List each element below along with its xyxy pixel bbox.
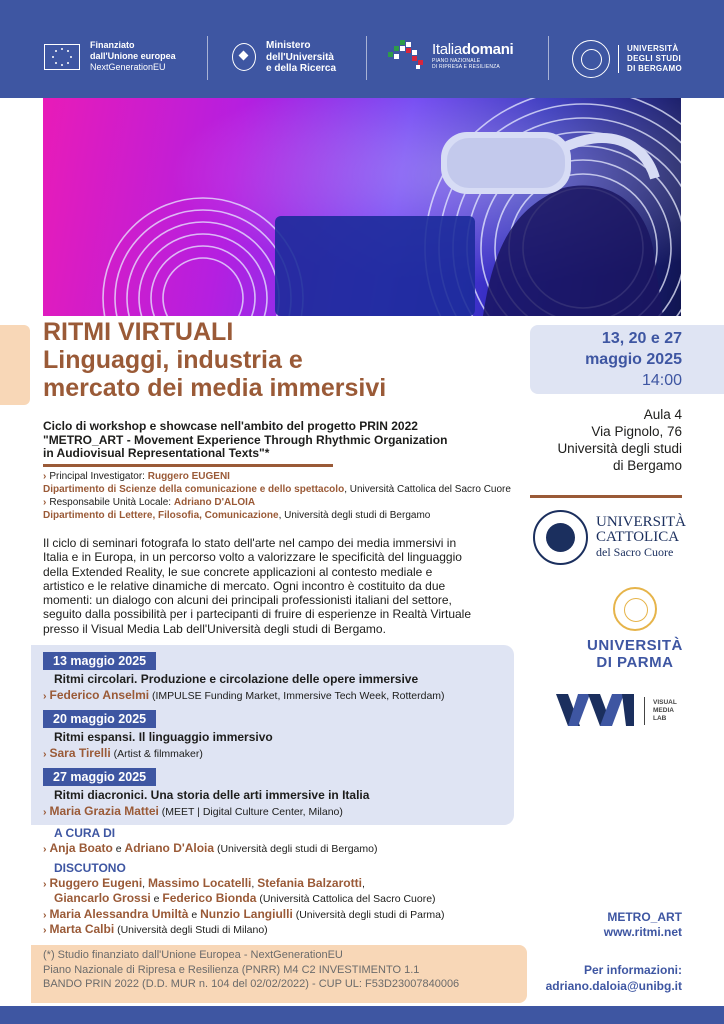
footnote-line2: Piano Nazionale di Ripresa e Resilienza (PNRR) M4 C2 INVESTIMENTO 1.1 bbox=[43, 963, 420, 976]
visual-media-lab-logo bbox=[556, 692, 677, 730]
dates-days: 13, 20 e 27 bbox=[601, 330, 682, 347]
unibg-line3: DI BERGAMO bbox=[627, 64, 682, 73]
italia-name-bold: domani bbox=[461, 40, 514, 58]
italian-emblem-icon bbox=[232, 43, 256, 71]
project-name: METRO_ART bbox=[607, 910, 682, 924]
italia-map-icon bbox=[386, 38, 428, 72]
local-name: Adriano D'ALOIA bbox=[173, 497, 256, 508]
ucsc-line2: CATTOLICA bbox=[596, 529, 680, 545]
eu-line1: Finanziato bbox=[90, 40, 135, 50]
desc-line: della Extended Reality, le sue concrete applicazioni al contesto mediale e bbox=[43, 564, 433, 579]
title-line2: Linguaggi, industria e bbox=[43, 346, 303, 374]
desc-line: seguito dalla possibilità per i partecipanti di fruire di esperienze in Realtà Virtuale bbox=[43, 607, 472, 622]
venue-line3: Università degli studi bbox=[557, 441, 682, 456]
curator-affiliation: (Università degli studi di Bergamo) bbox=[214, 842, 378, 855]
curator-name: Adriano D'Aloia bbox=[124, 840, 215, 855]
eu-funding-logo bbox=[44, 40, 176, 73]
session-speaker: › Sara Tirelli (Artist & filmmaker) bbox=[43, 746, 203, 760]
project-info bbox=[604, 910, 682, 940]
dates-month: maggio 2025 bbox=[585, 351, 682, 368]
pi-name: Ruggero EUGENI bbox=[147, 471, 230, 482]
speaker-name: Federico Anselmi bbox=[49, 688, 150, 702]
italia-sub1: PIANO NAZIONALE bbox=[432, 57, 481, 64]
unibg-logo bbox=[572, 40, 682, 78]
session-title: Ritmi circolari. Produzione e circolazione delle opere immersive bbox=[54, 672, 419, 686]
vml-line3: LAB bbox=[653, 715, 667, 722]
unibg-seal-icon bbox=[572, 40, 610, 78]
event-dates bbox=[585, 328, 682, 391]
unibg-line1: UNIVERSITÀ bbox=[627, 44, 679, 53]
mur-line3: e della Ricerca bbox=[266, 63, 337, 74]
discussant-name: Maria Alessandra Umiltà bbox=[49, 906, 189, 921]
subtitle-line1: Ciclo di workshop e showcase nell'ambito del progetto PRIN 2022 bbox=[43, 419, 418, 433]
pi-uni: , Università Cattolica del Sacro Cuore bbox=[344, 484, 511, 495]
session-date: 27 maggio 2025 bbox=[43, 768, 156, 786]
subtitle-line3: in Audiovisual Representational Texts"* bbox=[43, 446, 270, 460]
mur-logo bbox=[232, 40, 336, 75]
parma-line2: DI PARMA bbox=[596, 654, 674, 671]
event-title bbox=[43, 318, 386, 402]
desc-line: Italia e in Europa, in un percorso volto a valorizzare le specificità del linguaggio bbox=[43, 550, 462, 565]
italia-sub2: DI RIPRESA E RESILIENZA bbox=[432, 63, 500, 70]
desc-line: Il ciclo di seminari fotografa lo stato dell'arte nel campo dei media immersivi in bbox=[43, 536, 457, 550]
footnote-line3: BANDO PRIN 2022 (D.D. MUR n. 104 del 02/02/2022) - CUP UL: F53D23007840006 bbox=[43, 978, 460, 990]
funding-footnote bbox=[43, 948, 459, 992]
session-date: 20 maggio 2025 bbox=[43, 710, 156, 728]
vml-mark-icon bbox=[556, 692, 636, 730]
event-subtitle bbox=[43, 420, 513, 461]
footer-bar bbox=[0, 1006, 724, 1024]
mur-line2: dell'Università bbox=[266, 51, 334, 63]
header-separator bbox=[548, 36, 549, 80]
project-url[interactable]: www.ritmi.net bbox=[603, 925, 682, 939]
desc-line: momenti: un dialogo con alcuni dei principali professionisti italiani del settore, bbox=[43, 593, 452, 608]
pi-label: Principal Investigator: bbox=[49, 471, 148, 482]
session-title: Ritmi diacronici. Una storia delle arti immersive in Italia bbox=[54, 788, 370, 802]
title-line3: mercato dei media immersivi bbox=[43, 374, 387, 402]
discussant-name: Marta Calbi bbox=[49, 922, 115, 936]
divider bbox=[43, 464, 333, 467]
parma-logo bbox=[587, 637, 683, 671]
event-description bbox=[43, 536, 513, 636]
ucsc-seal-icon bbox=[533, 510, 588, 565]
discussant-affiliation: (Università Cattolica del Sacro Cuore) bbox=[256, 893, 436, 905]
curator-name: Anja Boato bbox=[49, 840, 113, 855]
ucsc-logo bbox=[533, 510, 686, 565]
discussant-name: Giancarlo Grossi bbox=[54, 891, 151, 905]
hero-image-vr-headset bbox=[43, 98, 681, 316]
discussant-name: Massimo Locatelli bbox=[148, 875, 252, 890]
discussant-affiliation: (Università degli Studi di Milano) bbox=[114, 924, 268, 936]
italiadomani-logo bbox=[386, 38, 513, 72]
organizers-section: A CURA DI › Anja Boato e Adriano D'Aloia (Università degli studi di Bergamo) DISCUTONO › Ruggero Eugeni, Massimo Locatelli, Stefania Balzarotti, Giancarlo Grossi e Federico Bionda (Università Cattolica del Sacro Cuore) › Maria Alessandra Umiltà e Nunzio Langiulli (Università degli studi di Parma) › Marta Calbi (Università degli Studi di Milano) bbox=[43, 826, 523, 938]
ucsc-line1: UNIVERSITÀ bbox=[596, 514, 686, 530]
vml-line2: MEDIA bbox=[653, 707, 674, 714]
venue-line2: Via Pignolo, 76 bbox=[591, 424, 682, 439]
mur-line1: Ministero bbox=[266, 40, 311, 51]
event-venue bbox=[557, 406, 682, 474]
desc-line: artistico e le relative dinamiche di mercato. Ogni incontro è costituito da due bbox=[43, 578, 446, 593]
header-separator bbox=[207, 36, 208, 80]
italia-name-light: Italia bbox=[432, 40, 462, 58]
session-speaker: › Maria Grazia Mattei (MEET | Digital Culture Center, Milano) bbox=[43, 804, 343, 818]
discussant-name: Federico Bionda bbox=[162, 891, 257, 905]
session-date: 13 maggio 2025 bbox=[43, 652, 156, 670]
discutono-heading: DISCUTONO bbox=[54, 861, 126, 875]
subtitle-line2: "METRO_ART - Movement Experience Through Rhythmic Organization bbox=[43, 432, 448, 447]
session-title: Ritmi espansi. Il linguaggio immersivo bbox=[54, 730, 273, 744]
venue-line4: di Bergamo bbox=[612, 458, 682, 473]
divider bbox=[530, 495, 682, 498]
discussant-name: Ruggero Eugeni bbox=[49, 875, 143, 890]
ucsc-line3: del Sacro Cuore bbox=[596, 545, 674, 559]
eu-line3: NextGenerationEU bbox=[90, 62, 166, 72]
curatori-heading: A CURA DI bbox=[54, 826, 116, 840]
speaker-affiliation: (Artist & filmmaker) bbox=[110, 748, 203, 760]
title-line1: RITMI VIRTUALI bbox=[43, 318, 234, 346]
contact-email[interactable]: adriano.daloia@unibg.it bbox=[545, 979, 682, 993]
contact-info bbox=[546, 962, 682, 994]
vml-line1: VISUAL bbox=[653, 699, 677, 706]
venue-line1: Aula 4 bbox=[643, 407, 682, 422]
local-label: Responsabile Unità Locale: bbox=[49, 497, 174, 508]
parma-line1: UNIVERSITÀ bbox=[587, 637, 683, 654]
speaker-affiliation: (MEET | Digital Culture Center, Milano) bbox=[158, 806, 343, 818]
eu-line2: dall'Unione europea bbox=[90, 51, 176, 61]
pi-dept: Dipartimento di Scienze della comunicazione e dello spettacolo bbox=[43, 484, 345, 495]
local-dept: Dipartimento di Lettere, Filosofia, Comunicazione bbox=[43, 510, 279, 521]
speaker-name: Sara Tirelli bbox=[49, 746, 111, 760]
speaker-name: Maria Grazia Mattei bbox=[49, 804, 159, 818]
project-people: › Principal Investigator: Ruggero EUGENI Dipartimento di Scienze della comunicazione e dello spettacolo, Università Cattolica del Sacro Cuore › Responsabile Unità Locale: Adriano D'ALOIA Dipartimento di Lettere, Filosofia, Comunicazione, Università degli studi di Bergamo bbox=[43, 471, 511, 521]
desc-line: presso il Visual Media Lab dell'Università degli studi di Bergamo. bbox=[43, 621, 386, 636]
discussant-name: Stefania Balzarotti bbox=[257, 875, 362, 890]
header-separator bbox=[366, 36, 367, 80]
info-label: Per informazioni: bbox=[583, 963, 682, 977]
parma-seal-icon bbox=[613, 587, 657, 631]
footnote-line1: (*) Studio finanziato dall'Unione Europea - NextGenerationEU bbox=[43, 949, 343, 961]
unibg-line2: DEGLI STUDI bbox=[627, 54, 681, 63]
local-uni: , Università degli studi di Bergamo bbox=[278, 510, 431, 521]
discussant-name: Nunzio Langiulli bbox=[200, 906, 293, 921]
conj: e bbox=[112, 842, 125, 855]
decorative-tab bbox=[0, 325, 30, 405]
dates-time: 14:00 bbox=[641, 372, 682, 389]
header-bar bbox=[0, 0, 724, 98]
discussant-affiliation: (Università degli studi di Parma) bbox=[292, 908, 445, 921]
session-speaker: › Federico Anselmi (IMPULSE Funding Market, Immersive Tech Week, Rotterdam) bbox=[43, 688, 445, 702]
speaker-affiliation: (IMPULSE Funding Market, Immersive Tech Week, Rotterdam) bbox=[149, 690, 445, 702]
eu-flag-icon bbox=[44, 44, 80, 70]
